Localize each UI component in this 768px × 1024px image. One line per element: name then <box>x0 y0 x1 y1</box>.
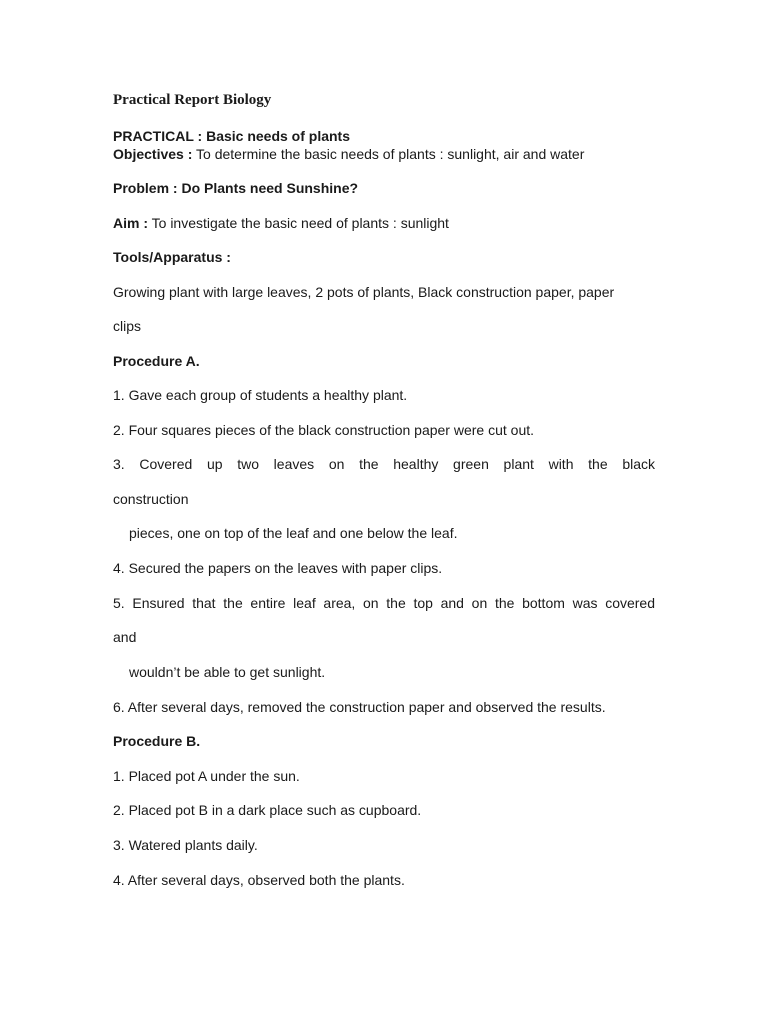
document-title: Practical Report Biology <box>113 92 272 108</box>
procedure-a-step-2: 2. Four squares pieces of the black construction paper were cut out. <box>113 422 535 438</box>
procedure-a-step-5-line-2: and <box>113 629 137 645</box>
procedure-b-step-2: 2. Placed pot B in a dark place such as cupboard. <box>113 802 422 818</box>
practical-line <box>113 127 350 145</box>
document-page <box>113 0 655 1024</box>
procedure-a-heading: Procedure A. <box>113 353 200 369</box>
objectives-line <box>113 145 584 163</box>
procedure-a-step-3-line-3: pieces, one on top of the leaf and one below the leaf. <box>129 525 458 541</box>
procedure-a-step-1: 1. Gave each group of students a healthy plant. <box>113 387 408 403</box>
aim-label: Aim : <box>113 215 148 231</box>
procedure-b-heading: Procedure B. <box>113 733 201 749</box>
aim-text: To investigate the basic need of plants : sunlight <box>151 215 449 231</box>
procedure-a-step-5-line-3: wouldn’t be able to get sunlight. <box>129 664 326 680</box>
aim-line <box>113 214 449 232</box>
tools-heading: Tools/Apparatus : <box>113 249 231 265</box>
procedure-a-step-3-line-1: 3. Covered up two leaves on the healthy green plant with the black <box>113 456 655 472</box>
objectives-text: To determine the basic needs of plants : sunlight, air and water <box>196 146 585 162</box>
procedure-a-step-3-line-2: construction <box>113 491 189 507</box>
tools-line-2: clips <box>113 318 142 334</box>
practical-label: PRACTICAL : <box>113 128 203 144</box>
problem-line: Problem : Do Plants need Sunshine? <box>113 180 359 196</box>
procedure-b-step-3: 3. Watered plants daily. <box>113 837 258 853</box>
procedure-b-step-1: 1. Placed pot A under the sun. <box>113 768 300 784</box>
objectives-label: Objectives : <box>113 146 193 162</box>
procedure-a-step-4: 4. Secured the papers on the leaves with paper clips. <box>113 560 443 576</box>
procedure-a-step-5-line-1: 5. Ensured that the entire leaf area, on the top and on the bottom was covered <box>113 595 655 611</box>
practical-title: Basic needs of plants <box>206 128 351 144</box>
procedure-b-step-4: 4. After several days, observed both the plants. <box>113 872 405 888</box>
procedure-a-step-6: 6. After several days, removed the construction paper and observed the results. <box>113 699 606 715</box>
tools-line-1: Growing plant with large leaves, 2 pots of plants, Black construction paper, paper <box>113 284 615 300</box>
